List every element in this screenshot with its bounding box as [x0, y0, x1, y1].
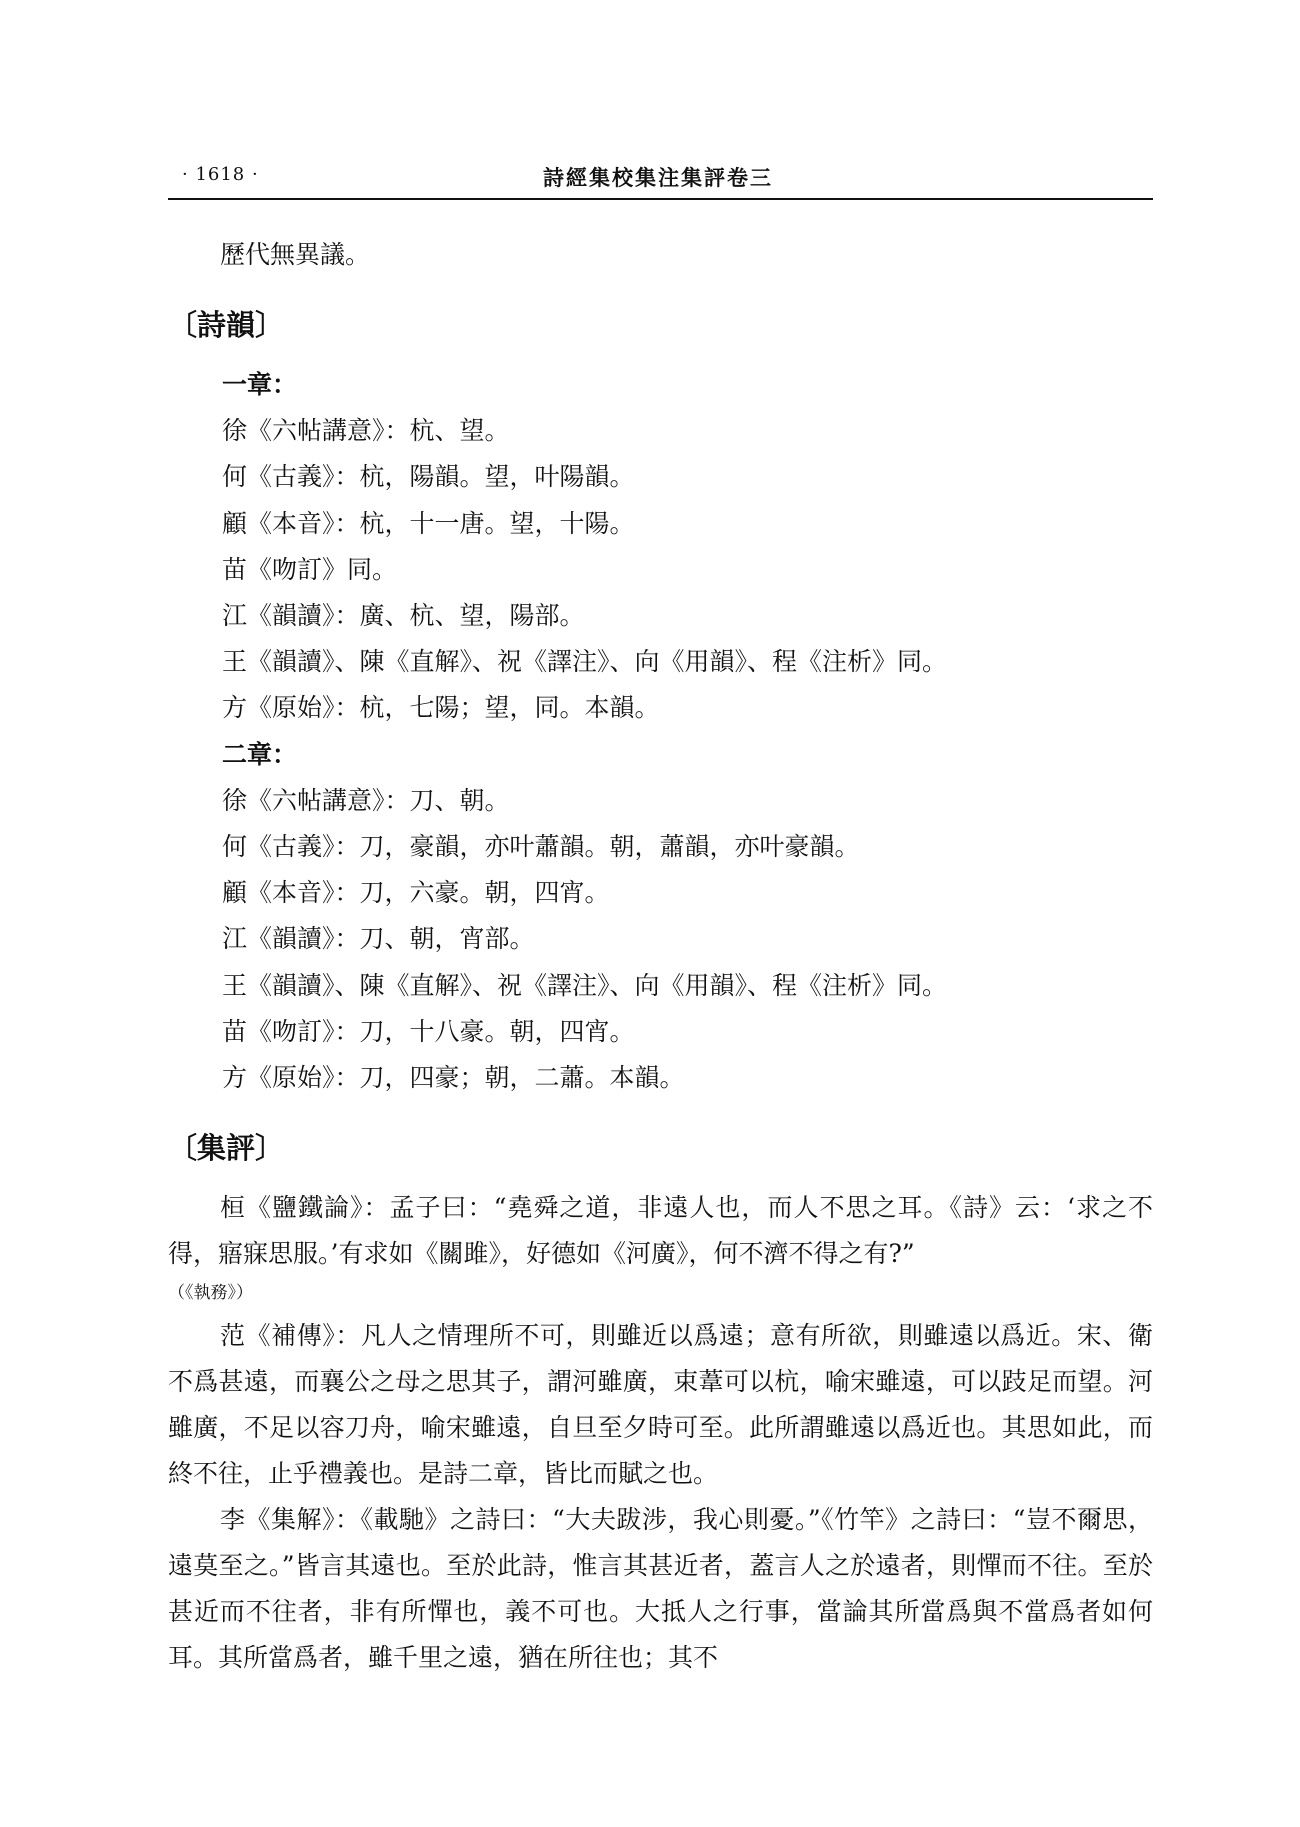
rhyme-list: [168, 362, 1153, 1101]
commentary-paragraph: 范《補傳》：凡人之情理所不可，則雖近以爲遠；意有所欲，則雖遠以爲近。宋、衛不爲甚遠，而襄公之母之思其子，謂河雖廣，束葦可以杭，喻宋雖遠，可以跂足而望。河雖廣，不足以容刀舟，喻宋雖遠，自旦至夕時可至。此所謂雖遠以爲近也。其思如此，而終不往，止乎禮義也。是詩二章，皆比而賦之也。: [168, 1321, 1153, 1489]
chapter-label: 二章：: [222, 739, 298, 769]
source-note: （《執務》）: [168, 1283, 253, 1304]
rhyme-entry: 王《韻讀》、陳《直解》、祝《譯注》、向《用韻》、程《注析》同。: [222, 970, 948, 1000]
rhyme-entry: 苗《吻訂》同。: [222, 554, 398, 584]
section-heading-shiyun: 〔詩韻〕: [168, 308, 285, 342]
page-header: [168, 160, 1148, 194]
rhyme-entry: 江《韻讀》：廣、杭、望，陽部。: [222, 601, 585, 631]
rhyme-entry: 方《原始》：杭，七陽；望，同。本韻。: [222, 693, 660, 723]
rhyme-entry: 徐《六帖講意》：杭、望。: [222, 416, 510, 446]
rhyme-entry: 徐《六帖講意》：刀、朝。: [222, 785, 510, 815]
page-number: · 1618 ·: [182, 164, 259, 185]
rhyme-entry: 苗《吻訂》：刀，十八豪。朝，四宵。: [222, 1016, 635, 1046]
rhyme-entry: 江《韻讀》：刀、朝，宵部。: [222, 924, 535, 954]
page-body: [168, 232, 1153, 1681]
header-rule: [168, 198, 1153, 200]
rhyme-entry: 王《韻讀》、陳《直解》、祝《譯注》、向《用韻》、程《注析》同。: [222, 647, 948, 677]
chapter-label: 一章：: [222, 370, 298, 399]
rhyme-entry: 方《原始》：刀，四豪；朝，二蕭。本韻。: [222, 1063, 685, 1093]
commentary-paragraph: 李《集解》：《載馳》之詩曰：“大夫跋涉，我心則憂。”《竹竿》之詩曰：“豈不爾思，遠莫至之。”皆言其遠也。至於此詩，惟言其甚近者，蓋言人之於遠者，則憚而不往。至於甚近而不往者，非有所憚也，義不可也。大抵人之行事，當論其所當爲與不當爲者如何耳。其所當爲者，雖千里之遠，猶在所往也；其不: [168, 1505, 1153, 1673]
commentary-paragraph: 桓《鹽鐵論》：孟子曰：“堯舜之道，非遠人也，而人不思之耳。《詩》云：‘求之不得，寤寐思服。’有求如《關雎》，好德如《河廣》，何不濟不得之有?”: [168, 1193, 1153, 1269]
rhyme-entry: 何《古義》：刀，豪韻，亦叶蕭韻。朝，蕭韻，亦叶豪韻。: [222, 832, 860, 862]
rhyme-entry: 何《古義》：杭，陽韻。望，叶陽韻。: [222, 462, 635, 492]
section-heading-jiping: 〔集評〕: [168, 1131, 285, 1166]
rhyme-entry: 顧《本音》：杭，十一唐。望，十陽。: [222, 508, 635, 538]
running-title: 詩經集校集注集評卷三: [543, 165, 773, 190]
rhyme-entry: 顧《本音》：刀，六豪。朝，四宵。: [222, 878, 610, 908]
intro-paragraph: 歷代無異議。: [220, 240, 371, 269]
